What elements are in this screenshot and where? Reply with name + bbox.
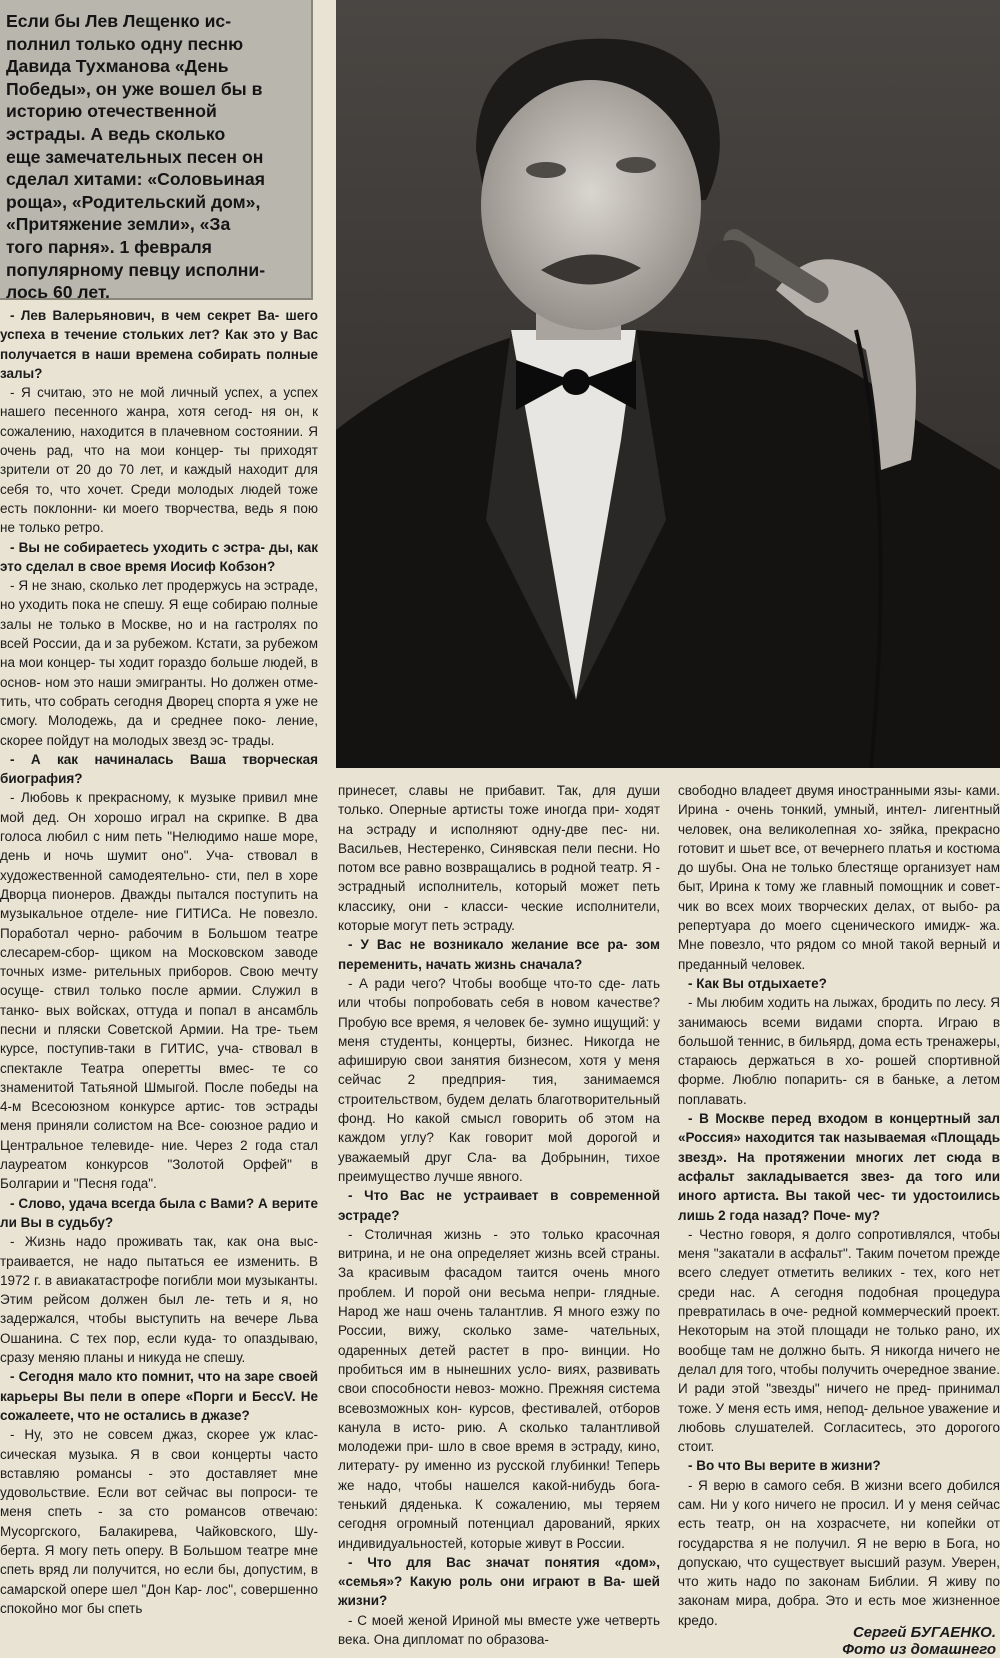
interview-question: - Что Вас не устраивает в современной эстраде?	[338, 1188, 660, 1223]
lead-line: роща», «Родительский дом»,	[6, 191, 261, 212]
interview-answer: - С моей женой Ириной мы вместе уже четверть века. Она дипломат по образова-	[338, 1612, 660, 1648]
interview-question: - А как начиналась Ваша творческая биография?	[0, 751, 318, 787]
lead-line: Победы», он уже вошел бы в	[6, 78, 263, 99]
lead-line: популярному певцу исполни-	[6, 259, 266, 280]
interview-answer: - Ну, это не совсем джаз, скорее уж клас- сическая музыка. Я в свои концерты часто вставляю романсы - это доставляет мне удовольствие. Если вот сейчас вы попроси- те меня спеть - за сто романсов отвечаю: Мусоргского, Балакирева, Чайковского, Шу- берта. Я могу петь оперу. В Большом театре мне спеть вряд ли получится, но если бы, допустим, в самарской опере шел "Дон Кар- лос", совершенно спокойно мог бы спеть	[0, 1427, 318, 1616]
interview-answer: - Честно говоря, я долго сопротивлялся, чтобы меня "закатали в асфальт". Таким почетом прежде всего следует отметить великих - тех, кого нет среди нас. А сегодня подобная процедура превратилась в оче- редной коммерческий проект. Некоторым на этой площади не только рано, их вообще там не должно быть. Я никогда ничего не делал для того, чтобы получить очередное звание. И ради этой "звезды" ничего не пред- принимал тоже. У меня есть имя, непод- дельное уважение и любовь слушателей. Согласитесь, это дорогого стоит.	[678, 1226, 1000, 1455]
lead-line: того парня». 1 февраля	[6, 236, 212, 257]
byline	[842, 1624, 996, 1658]
interview-question: - У Вас не возникало желание все ра- зом переменить, начать жизнь сначала?	[338, 937, 660, 972]
interview-question: - В Москве перед входом в концертный зал «Россия» находится так называемая «Площадь звезд». На протяжении многих лет сюда в асфальт закладывается звез- да того или иного артиста. Вы такой чес- ти удостоились лишь 2 года назад? Поче- му?	[678, 1111, 1000, 1223]
lead-line: сделал хитами: «Соловьиная	[6, 169, 265, 190]
interview-answer: - Я не знаю, сколько лет продержусь на эстраде, но уходить пока не спешу. Я еще собираю полные залы не только в Москве, но и на гастролях по всей России, да и за рубежом. Кстати, за рубежом на мои концер- ты ходит гораздо больше людей, в основ- ном это наши эмигранты. Но должен отме- тить, что собрать сегодня Дворец спорта я уже не смогу. Молодежь, да и среднее поко- ление, скорее пойдут на молодых звезд эс- трады.	[0, 578, 318, 748]
interview-answer: - Я верю в самого себя. В жизни всего добился сам. Ни у кого ничего не просил. И у меня сейчас есть театр, он на хозрасчете, ни копейки от государства я не получил. Я не верю в Бога, но допускаю, что существует высший разум. Уверен, что жить надо по законам Библии. Я живу по законам мира, добра. Это и есть мое жизненное кредо.	[678, 1477, 1000, 1628]
interview-question: - Вы не собираетесь уходить с эстра- ды, как это сделал в свое время Иосиф Кобзон?	[0, 539, 318, 574]
byline-author: Сергей БУГАЕНКО.	[852, 1624, 996, 1641]
interview-question: - Во что Вы верите в жизни?	[688, 1458, 881, 1474]
lead-line: Давида Тухманова «День	[6, 56, 229, 77]
lead-line: лось 60 лет.	[6, 282, 110, 303]
singer-photo-illustration	[336, 0, 1000, 768]
article-column-1	[0, 306, 318, 1658]
interview-answer: - Столичная жизнь - это только красочная витрина, и не она определяет жизнь всей страны. За красивым фасадом таится очень много проблем. И порой они весьма непри- глядные. Народ же наш очень талантлив. Я много езжу по России, вижу, сколько заме- чательных, одаренных детей растет в про- винции. Но пробиться им в нынешних усло- виях, развивать свои способности невоз- можно. Прежняя система всевозможных кон- курсов, фестивалей, отборов канула в исто- рию. А сколько талантливой молодежи при- шло в свое время в эстраду, кино, литерату- ру именно из русской глубинки! Теперь же надо, чтобы нашелся какой-нибудь бога- тенький дяденька. К сожалению, мы теряем сегодня огромный потенциал дарований, ярких индивидуальностей, которые живут в России.	[338, 1226, 660, 1551]
interview-answer: - А ради чего? Чтобы вообще что-то сде- лать или чтобы попробовать себя в новом качестве? Пробую все время, я человек бе- зумно ищущий: у меня студенты, концерты, бизнес. Никогда не афиширую свои занятия бизнесом, хотя у меня сейчас 2 предприя- тия, занимаемся строительством, будем делать благотворительный фонд. Но какой смысл говорить об этом на каждом углу? Как говорит мой дорогой и уважаемый друг Сла- ва Добрынин, тихое преимущество лучше явного.	[338, 975, 660, 1184]
interview-answer: - Мы любим ходить на лыжах, бродить по лесу. Я занимаюсь всеми видами спорта. Играю в большой теннис, в бильярд, дома есть тренажеры, стараюсь держаться в хо- рошей спортивной форме. Люблю попарить- ся в баньке, а летом поплавать.	[678, 995, 1000, 1107]
interview-question: - Как Вы отдыхаете?	[688, 975, 827, 991]
lead-line: историю отечественной	[6, 101, 217, 122]
interview-answer: принесет, славы не прибавит. Так, для души только. Оперные артисты тоже иногда при- ходят на эстраду и исполняют одну-две пес- ни. Васильев, Нестеренко, Синявская пели песни. Но потом все равно возвращались в родной театр. Я - эстрадный исполнитель, который может петь классику, они - класси- ческие исполнители, которые могут петь эстраду.	[338, 783, 660, 934]
interview-question: - Лев Валерьянович, в чем секрет Ва- шего успеха в течение стольких лет? Как это у Вас получается в наши времена собирать полные залы?	[0, 308, 318, 381]
article-column-3	[678, 781, 1000, 1658]
interview-answer: - Я считаю, это не мой личный успех, а успех нашего песенного жанра, хотя сегод- ня он, к сожалению, находится в плачевном состоянии. Я очень рад, что на мои концер- ты приходят зрители от 20 до 70 лет, и каждый находит для себя то, что хочет. Среди молодых людей тоже есть поклонни- ки моего творчества, ведь я пою не только ретро.	[0, 385, 318, 536]
lead-line: полнил только одну песню	[6, 33, 244, 54]
interview-question: - Слово, удача всегда была с Вами? А верите ли Вы в судьбу?	[0, 1195, 318, 1230]
lead-paragraph	[0, 0, 313, 303]
lead-line: эстрады. А ведь сколько	[6, 123, 226, 144]
interview-answer: свободно владеет двумя иностранными язы- ками. Ирина - очень тонкий, умный, интел- лигентный человек, она великолепная хо- зяйка, прекрасно готовит и шьет все, от вечернего платья и костюма до шубы. Она не только блестяще организует нам быт, Ирина к тому же главный помощник и совет- чик во всех моих творческих делах, от выбо- ра репертуара до моего сценического имидж- жа. Мне повезло, что рядом со мной такой верный и преданный человек.	[678, 783, 1000, 972]
interview-answer: - Любовь к прекрасному, к музыке привил мне мой дед. Он хорошо играл на скрипке. В два голоса любил с ним петь "Нелюдимо наше море, день и ночь шумит оно". Уча- ствовал в художественной самодеятельно- сти, пел в хоре Дворца пионеров. Дважды пытался поступить на музыкальное отделе- ние ГИТИСа. Не повезло. Поработал черно- рабочим в Большом театре слесарем-сбор- щиком на Московском заводе точных изме- рительных приборов. Свою мечту осуще- ствил только после армии. Служил в танко- вых войсках, оттуда и попал в ансамбль песни и пляски Советской Армии. На тре- тьем курсе, поступив-таки в ГИТИС, уча- ствовал в спектакле Театра оперетты вмес- те со знаменитой Татьяной Шмыгой. После победы на 4-м Всесоюзном конкурсе артис- тов эстрады меня приняли солистом на Все- союзное радио и Центральное телевиде- ние. Через 2 года стал лауреатом конкурсов "Золотой Орфей" в Болгарии и "Песня года".	[0, 790, 318, 1192]
interview-question: - Сегодня мало кто помнит, что на заре своей карьеры Вы пели в опере «Порги и БессV. Не сожалеете, что не остались в джазе?	[0, 1369, 318, 1423]
lead-line: Если бы Лев Лещенко ис-	[6, 11, 232, 31]
lead-line: еще замечательных песен он	[6, 146, 264, 167]
interview-answer: - Жизнь надо проживать так, как она выс- траивается, не надо пытаться ее изменить. В 1972 г. в авиакатастрофе погибли мои музыканты. Этим рейсом должен был ле- теть и я, но задержался, чтобы выступить на вечере Льва Ошанина. С тех пор, если куда- то опаздываю, сразу меняю планы и никуда не спешу.	[0, 1234, 318, 1366]
interview-question: - Что для Вас значат понятия «дом», «семья»? Какую роль они играют в Ва- шей жизни?	[338, 1554, 660, 1609]
lead-line: «Притяжение земли», «За	[6, 214, 231, 235]
byline-photo-credit: Фото из домашнего	[842, 1641, 996, 1658]
singer-photo	[336, 0, 1000, 768]
article-column-2	[338, 781, 660, 1658]
